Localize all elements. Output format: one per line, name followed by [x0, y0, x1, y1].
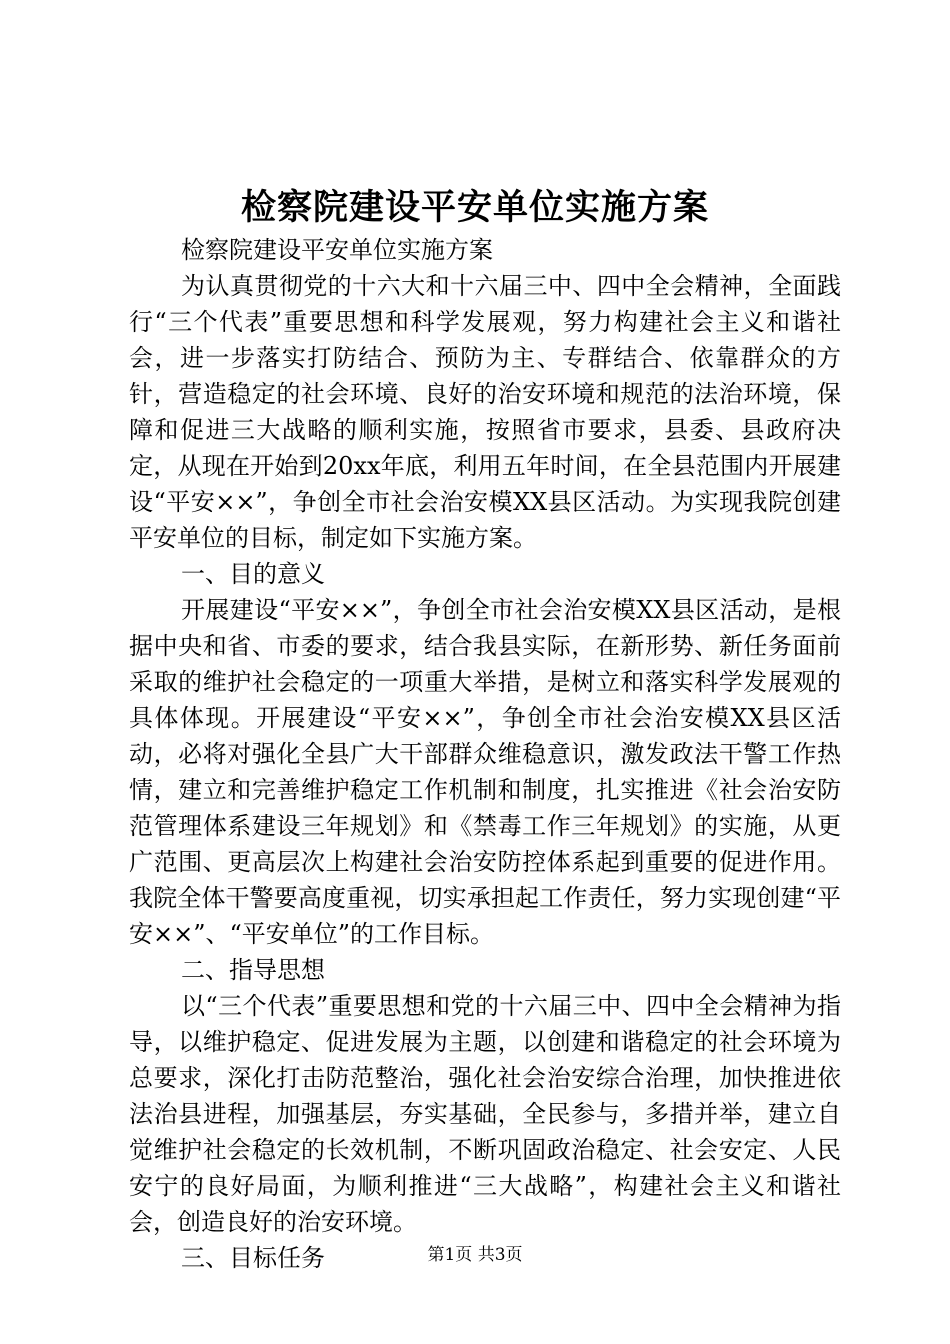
document-title: 检察院建设平安单位实施方案 — [240, 187, 709, 228]
section-heading-guiding-ideology: 二、指导思想 — [181, 956, 325, 984]
subtitle-paragraph: 检察院建设平安单位实施方案 — [181, 236, 493, 264]
intro-paragraph: 为认真贯彻党的十六大和十六届三中、四中全会精神，全面践行“三个代表”重要思想和科学发展观，努力构建社会主义和谐社会，进一步落实打防结合、预防为主、专群结合、依靠群众的方针，营造稳定的社会环境、良好的治安环境和规范的法治环境，保障和促进三大战略的顺利实施，按照省市要求，县委、县政府决定，从现在开始到20xx年底，利用五年时间，在全县范围内开展建设“平安××”，争创全市社会治安模XX县区活动。为实现我院创建平安单位的目标，制定如下实施方案。 — [129, 272, 841, 552]
section-heading-goals: 三、目标任务 — [181, 1244, 325, 1272]
section-heading-purpose: 一、目的意义 — [181, 560, 325, 588]
page-footer: 第1页 共3页 — [427, 1245, 523, 1265]
guiding-ideology-paragraph: 以“三个代表”重要思想和党的十六届三中、四中全会精神为指导，以维护稳定、促进发展为主题，以创建和谐稳定的社会环境为总要求，深化打击防范整治，强化社会治安综合治理，加快推进依法治县进程，加强基层，夯实基础，全民参与，多措并举，建立自觉维护社会稳定的长效机制，不断巩固政治稳定、社会安定、人民安宁的良好局面，为顺利推进“三大战略”，构建社会主义和谐社会，创造良好的治安环境。 — [129, 992, 841, 1236]
document-body — [129, 232, 841, 1276]
purpose-paragraph: 开展建设“平安××”，争创全市社会治安模XX县区活动，是根据中央和省、市委的要求，结合我县实际，在新形势、新任务面前采取的维护社会稳定的一项重大举措，是树立和落实科学发展观的具体体现。开展建设“平安××”，争创全市社会治安模XX县区活动，必将对强化全县广大干部群众维稳意识，激发政法干警工作热情，建立和完善维护稳定工作机制和制度，扎实推进《社会治安防范管理体系建设三年规划》和《禁毒工作三年规划》的实施，从更广范围、更高层次上构建社会治安防控体系起到重要的促进作用。我院全体干警要高度重视，切实承担起工作责任，努力实现创建“平安××”、“平安单位”的工作目标。 — [129, 596, 841, 948]
